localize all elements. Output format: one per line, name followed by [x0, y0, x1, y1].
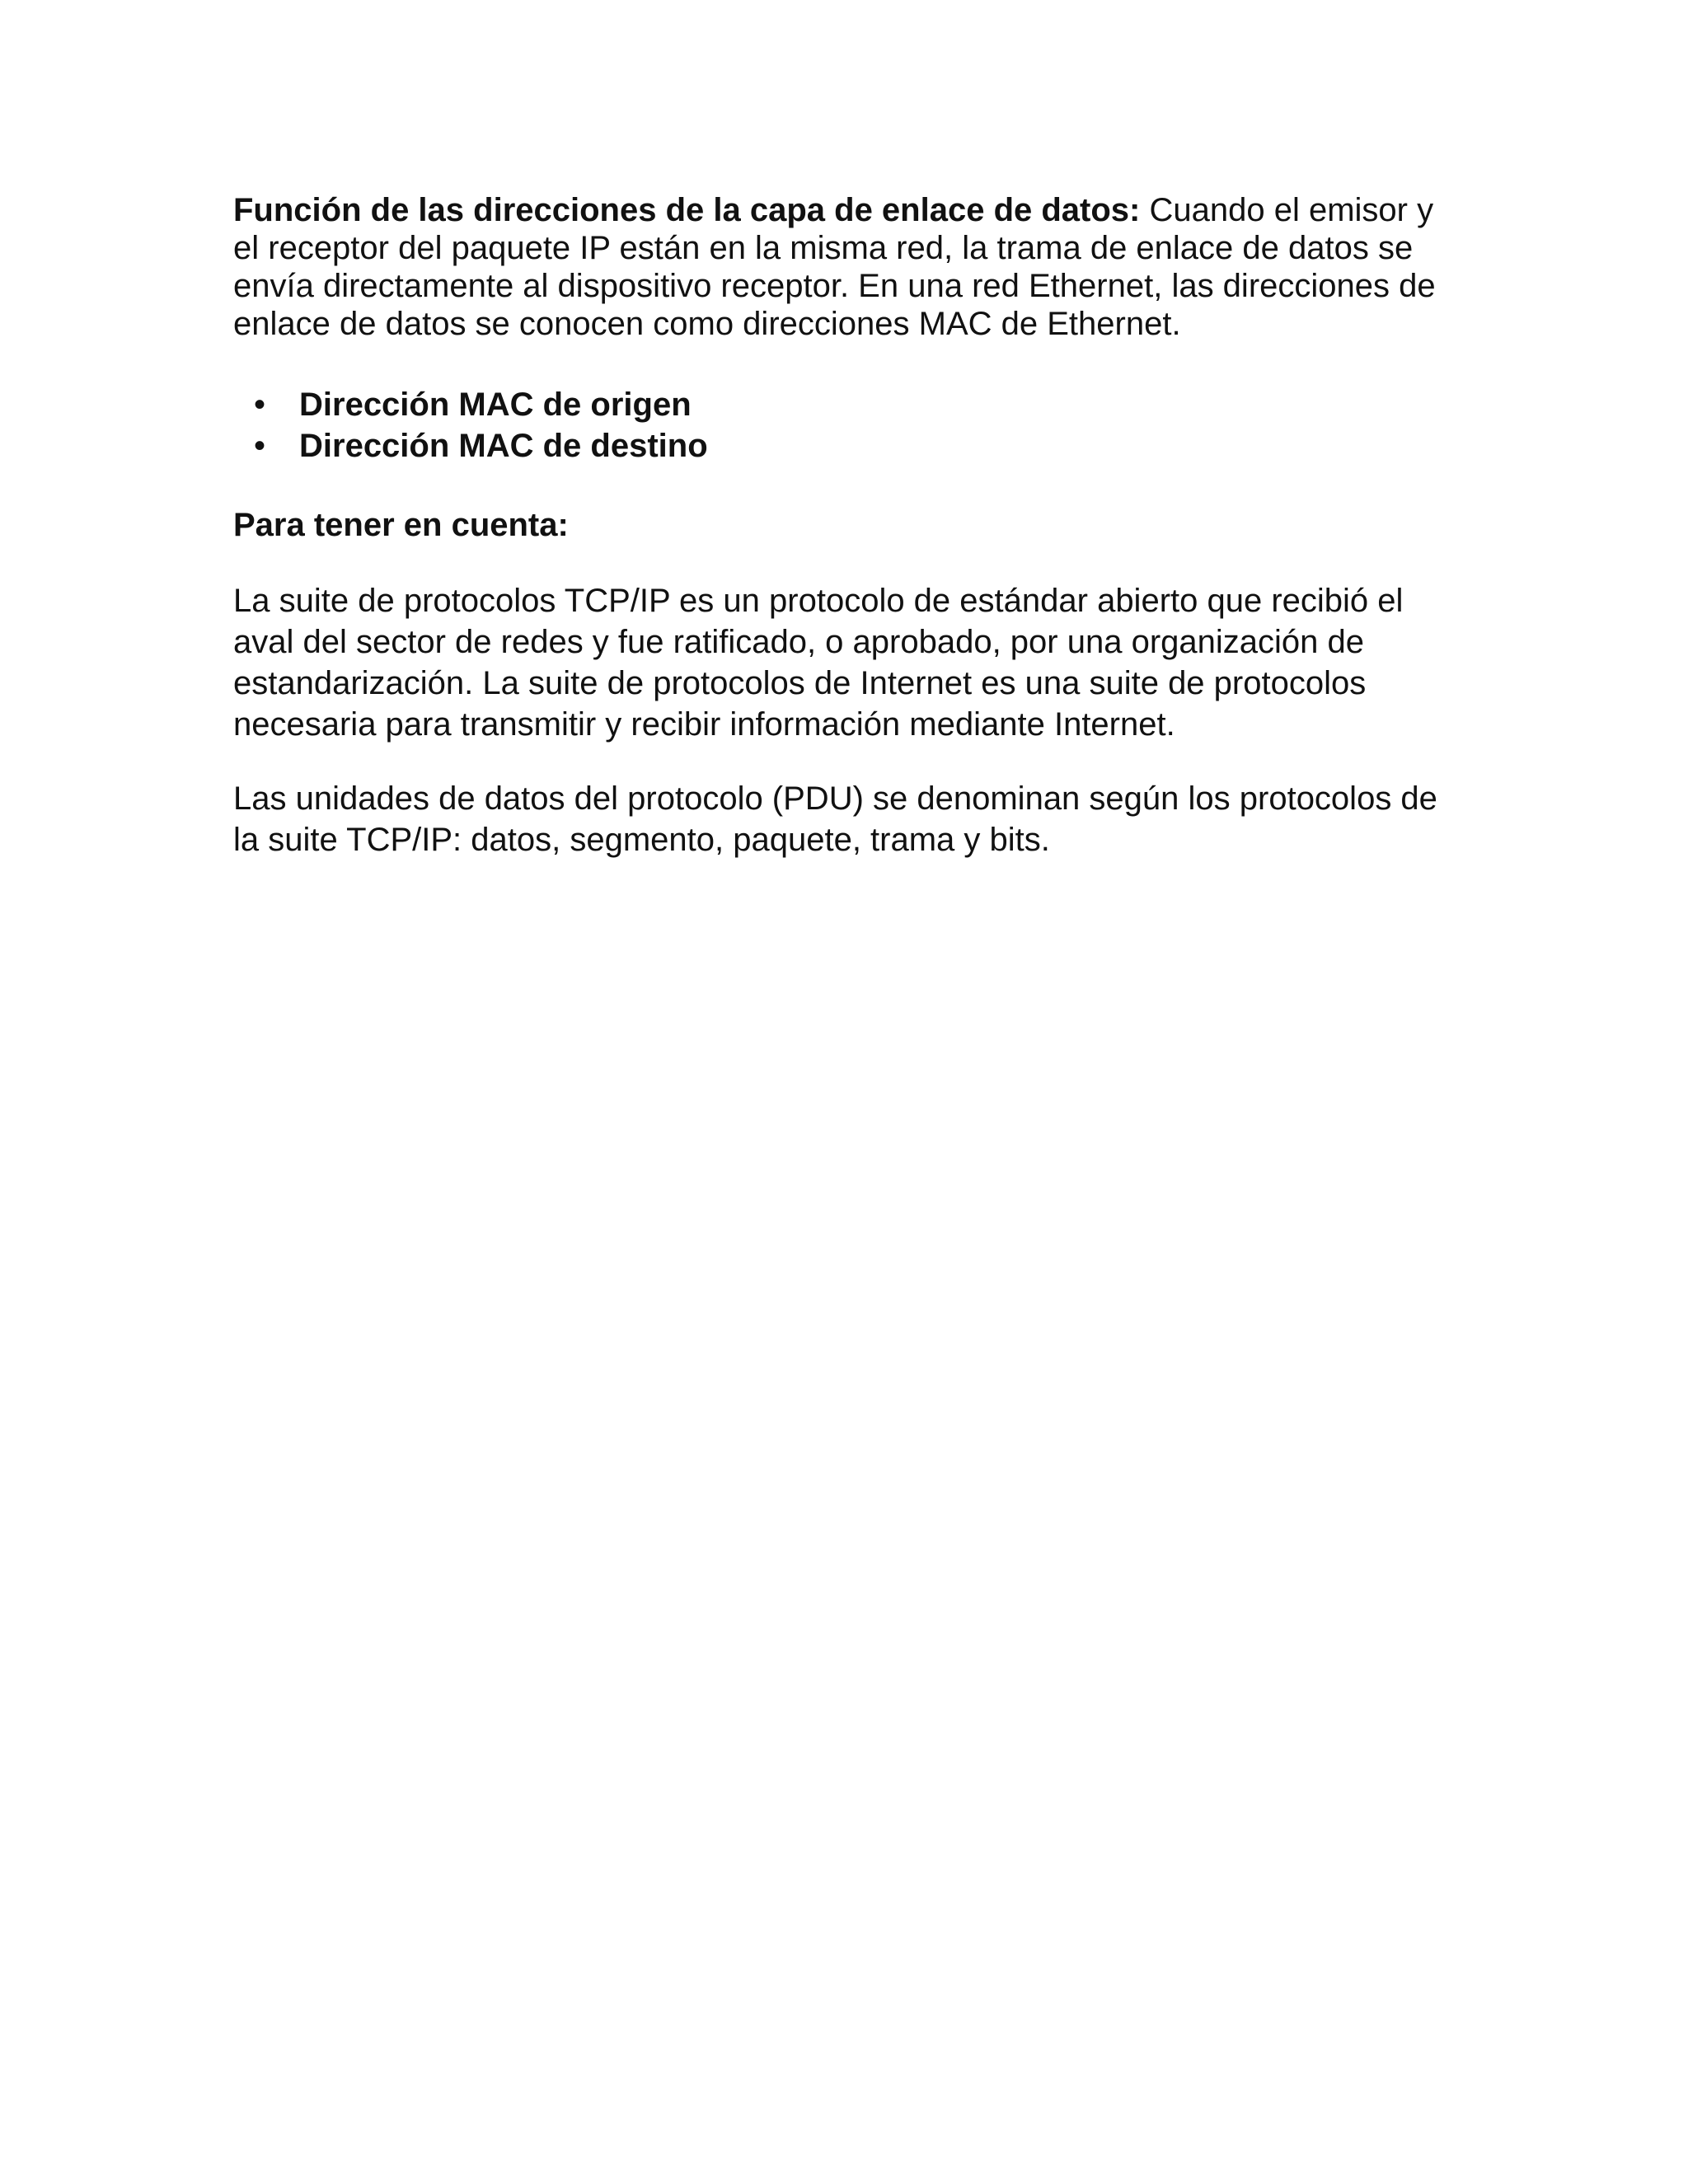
list-item: [233, 425, 1461, 466]
tcpip-paragraph: La suite de protocolos TCP/IP es un protocolo de estándar abierto que recibió el aval del sector de redes y fue ratificado, o aprobado, por una organización de estandarización. La suite de protocolos de Internet es una suite de protocolos necesaria para transmitir y recibir información mediante Internet.: [233, 583, 1404, 743]
bullet-icon: •: [254, 428, 266, 464]
list-item-label: Dirección MAC de destino: [299, 428, 708, 464]
intro-term: Función de las direcciones de la capa de enlace de datos:: [233, 192, 1141, 228]
list-item-label: Dirección MAC de origen: [299, 387, 692, 423]
pdu-paragraph: Las unidades de datos del protocolo (PDU) se denominan según los protocolos de la suite TCP/IP: datos, segmento, paquete, trama y bits.: [233, 780, 1437, 858]
list-item: [233, 384, 1461, 425]
intro-text: Cuando el emisor y el receptor del paquete IP están en la misma red, la trama de enlace de datos se envía directamente al dispositivo receptor. En una red Ethernet, las direcciones de enlace de datos se conocen como direcciones MAC de Ethernet.: [233, 192, 1436, 342]
mac-address-list: [233, 384, 1461, 466]
document-page: [233, 191, 1461, 860]
intro-paragraph: [233, 191, 1461, 343]
note-heading: Para tener en cuenta:: [233, 507, 569, 543]
bullet-icon: •: [254, 387, 266, 423]
